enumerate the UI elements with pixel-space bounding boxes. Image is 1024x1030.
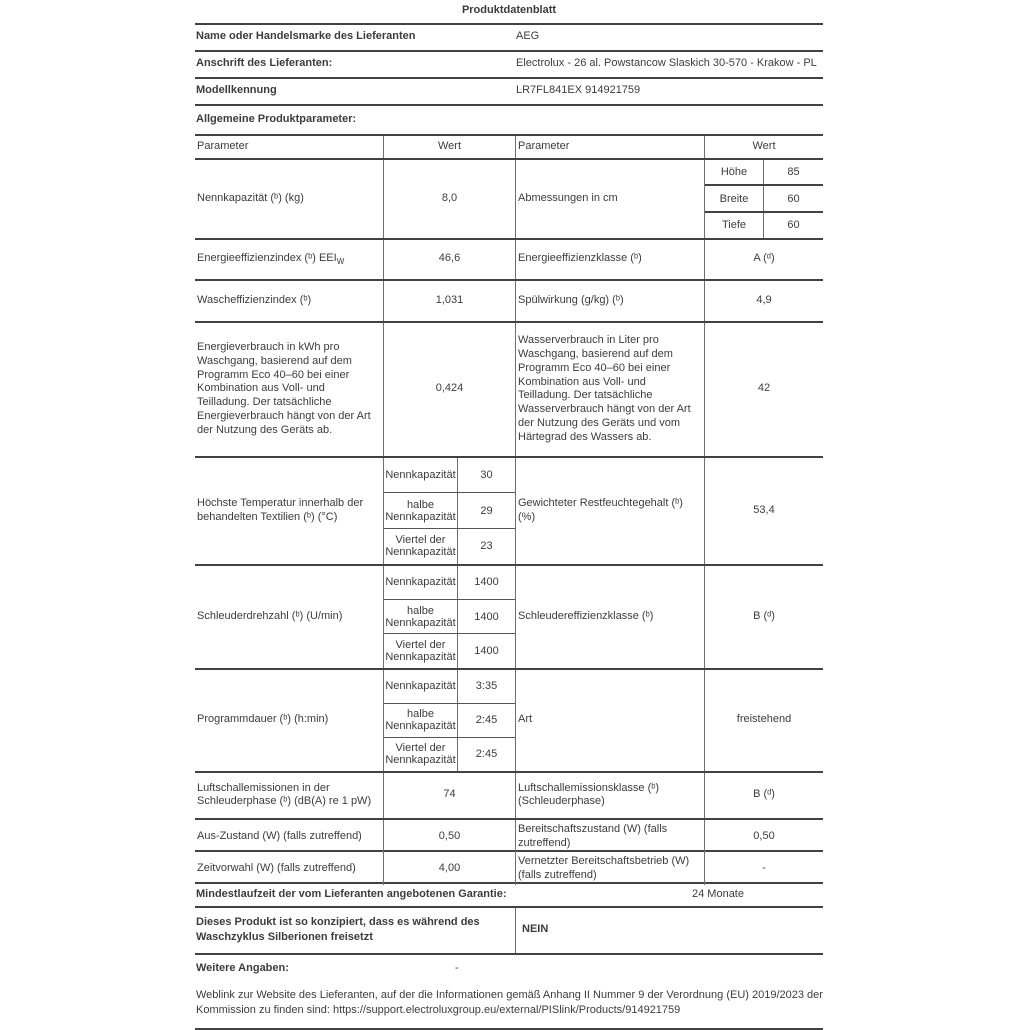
dimension-key: Höhe <box>705 160 764 185</box>
spin-speed-label: Schleuderdrehzahl (ᵇ) (U/min) <box>195 566 384 668</box>
silver-ions-label: Dieses Produkt ist so konzipiert, dass es während des Waschzyklus Silberionen freisetzt <box>195 908 516 953</box>
capacity-value: 8,0 <box>384 160 516 238</box>
capacity-label: Nennkapazität (ᵇ) (kg) <box>195 160 384 238</box>
moisture-label: Gewichteter Restfeuchtegehalt (ᵇ) (%) <box>516 458 705 564</box>
header-wert-right: Wert <box>752 139 776 152</box>
supplier-name-row <box>195 25 823 52</box>
load-value: 29 <box>480 504 493 517</box>
silver-ions-row <box>195 908 823 955</box>
off-mode-value: 0,50 <box>384 820 516 854</box>
header-parameter-left: Parameter <box>195 136 384 158</box>
networked-standby-label: Vernetzter Bereitschaftsbetrieb (W) (falls zutreffend) <box>516 852 705 886</box>
table-header-row <box>195 136 823 160</box>
energy-class-value: A (ᵈ) <box>753 252 775 265</box>
noise-value: 74 <box>384 773 516 818</box>
load-key: halbe Nennkapazität <box>384 600 458 633</box>
model-identifier-value: LR7FL841EX 914921759 <box>516 84 641 97</box>
load-row <box>384 704 515 738</box>
load-key: Viertel der Nennkapazität <box>384 529 458 564</box>
networked-standby-value: - <box>762 861 766 874</box>
noise-class-label: Luftschallemissionsklasse (ᵇ) (Schleuderphase) <box>516 773 705 818</box>
dimension-row <box>705 213 823 238</box>
dimension-value: 85 <box>787 166 800 179</box>
row-maxtemp-moisture <box>195 458 823 566</box>
row-offmode-standby <box>195 820 823 852</box>
silver-ions-value: NEIN <box>522 923 549 936</box>
dimensions-label: Abmessungen in cm <box>516 160 705 238</box>
load-row <box>384 566 515 600</box>
wash-index-label: Wascheffizienzindex (ᵇ) <box>195 281 384 321</box>
water-consumption-label: Wasserverbrauch in Liter pro Waschgang, basierend auf dem Programm Eco 40–60 bei einer Kombination aus Voll- und Teilladung. Der tatsächliche Wasserverbrauch hängt von der Art der Nutzung des Geräts und vom Härtegrad des Wassers ab. <box>516 323 705 456</box>
type-value: freistehend <box>736 713 792 726</box>
noise-class-value: B (ᵈ) <box>753 788 775 801</box>
load-key: Viertel der Nennkapazität <box>384 634 458 667</box>
supplier-address-row <box>195 52 823 79</box>
energy-class-label: Energieeffizienzklasse (ᵇ) <box>516 240 705 279</box>
load-value: 3:35 <box>475 680 498 693</box>
wash-index-value: 1,031 <box>384 281 516 321</box>
load-key: Nennkapazität <box>384 670 458 703</box>
supplier-address-value: Electrolux - 26 al. Powstancow Slaskich 30-570 - Krakow - PL <box>516 57 817 70</box>
document-title: Produktdatenblatt <box>195 2 823 25</box>
load-value: 1400 <box>474 645 499 658</box>
load-key: Nennkapazität <box>384 458 458 493</box>
spin-class-value: B (ᵈ) <box>753 609 775 622</box>
warranty-value: 24 Monate <box>692 887 744 900</box>
model-identifier-label: Modellkennung <box>196 84 277 97</box>
delay-start-label: Zeitvorwahl (W) (falls zutreffend) <box>195 852 384 886</box>
type-label: Art <box>516 670 705 771</box>
row-energy-water-consumption <box>195 323 823 458</box>
duration-subtable <box>384 670 516 771</box>
load-value: 2:45 <box>475 714 498 727</box>
dimension-row <box>705 186 823 213</box>
load-row <box>384 493 515 529</box>
load-value: 1400 <box>474 610 499 623</box>
row-washindex-rinse <box>195 281 823 323</box>
load-value: 1400 <box>474 576 499 589</box>
row-capacity-dimensions <box>195 160 823 240</box>
warranty-label: Mindestlaufzeit der vom Lieferanten angebotenen Garantie: <box>196 887 507 900</box>
header-wert-left: Wert <box>384 136 516 158</box>
delay-start-value: 4,00 <box>384 852 516 886</box>
eei-value: 46,6 <box>384 240 516 279</box>
load-value: 2:45 <box>475 748 498 761</box>
load-row <box>384 600 515 634</box>
moisture-value: 53,4 <box>753 503 775 516</box>
load-row <box>384 670 515 704</box>
dimensions-subtable <box>705 160 823 238</box>
load-row <box>384 529 515 564</box>
load-key: Viertel der Nennkapazität <box>384 738 458 771</box>
warranty-row <box>195 884 823 908</box>
supplier-name-value: AEG <box>516 30 540 43</box>
additional-info-row <box>195 955 823 983</box>
product-parameters-table <box>195 134 823 884</box>
load-key: Nennkapazität <box>384 566 458 599</box>
load-row <box>384 738 515 771</box>
product-datasheet <box>195 0 823 1030</box>
row-noise-noiseclass <box>195 773 823 820</box>
header-parameter-right: Parameter <box>516 136 705 158</box>
spin-class-label: Schleudereffizienzklasse (ᵇ) <box>516 566 705 668</box>
rinse-value: 4,9 <box>756 293 772 306</box>
dimension-value: 60 <box>787 219 800 232</box>
dimension-key: Breite <box>705 186 764 211</box>
off-mode-label: Aus-Zustand (W) (falls zutreffend) <box>195 820 384 854</box>
additional-info-label: Weitere Angaben: <box>196 961 289 974</box>
load-value: 30 <box>480 469 493 482</box>
section-heading: Allgemeine Produktparameter: <box>196 112 357 125</box>
noise-label: Luftschallemissionen in der Schleuderphase (ᵇ) (dB(A) re 1 pW) <box>195 773 384 818</box>
dimension-value: 60 <box>787 192 800 205</box>
load-row <box>384 458 515 494</box>
row-eei-energyclass <box>195 240 823 281</box>
water-consumption-value: 42 <box>757 382 771 395</box>
supplier-name-label: Name oder Handelsmarke des Lieferanten <box>196 30 416 43</box>
load-value: 23 <box>480 540 493 553</box>
dimension-key: Tiefe <box>705 213 764 238</box>
duration-label: Programmdauer (ᵇ) (h:min) <box>195 670 384 771</box>
additional-info-value: - <box>455 961 459 974</box>
spin-speed-subtable <box>384 566 516 668</box>
model-identifier-row <box>195 79 823 106</box>
supplier-address-label: Anschrift des Lieferanten: <box>196 57 333 70</box>
load-key: halbe Nennkapazität <box>384 493 458 528</box>
row-delaystart-networkedstandby <box>195 852 823 884</box>
supplier-weblink-text: Weblink zur Website des Lieferanten, auf der die Informationen gemäß Anhang II Nummer 9 der Verordnung (EU) 2019/2023 der Kommission zu finden sind: https://support.electroluxgroup.eu/external/PISlink/Products/914921759 <box>196 988 823 1017</box>
standby-value: 0,50 <box>753 829 775 842</box>
bottom-divider <box>195 1028 823 1030</box>
load-row <box>384 634 515 667</box>
dimension-row <box>705 160 823 187</box>
load-key: halbe Nennkapazität <box>384 704 458 737</box>
row-duration-type <box>195 670 823 773</box>
row-spinspeed-spinclass <box>195 566 823 670</box>
standby-label: Bereitschaftszustand (W) (falls zutreffend) <box>516 820 705 854</box>
energy-consumption-value: 0,424 <box>384 323 516 456</box>
max-temp-label: Höchste Temperatur innerhalb der behandelten Textilien (ᵇ) (°C) <box>195 458 384 564</box>
eei-label: Energieeffizienzindex (ᵇ) $EEI_W$ <box>195 240 384 279</box>
rinse-label: Spülwirkung (g/kg) (ᵇ) <box>516 281 705 321</box>
energy-consumption-label: Energieverbrauch in kWh pro Waschgang, basierend auf dem Programm Eco 40–60 bei einer Kombination aus Voll- und Teilladung. Der tatsächliche Energieverbrauch hängt von der Art der Nutzung des Geräts ab. <box>195 323 384 456</box>
max-temp-subtable <box>384 458 516 564</box>
